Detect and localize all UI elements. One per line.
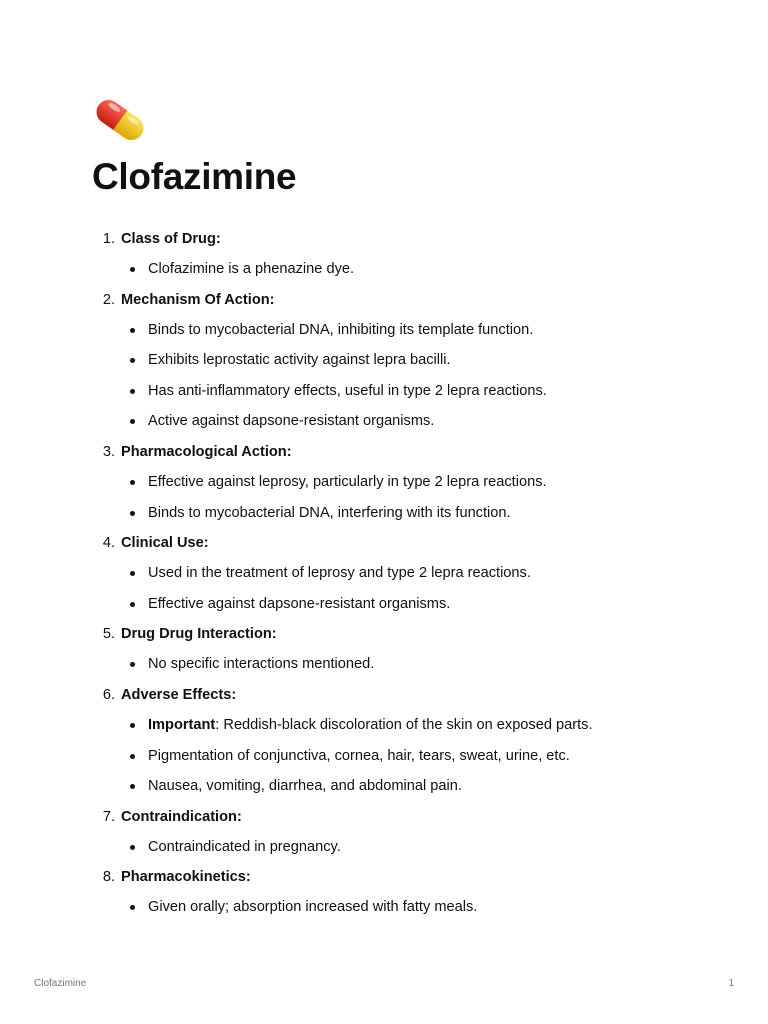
list-item	[92, 710, 712, 741]
list-item	[92, 498, 712, 529]
list-item	[92, 467, 712, 498]
bullet-icon	[130, 480, 135, 485]
section	[92, 802, 712, 863]
list-item	[92, 741, 712, 772]
list-item-body: Contraindicated in pregnancy.	[148, 838, 341, 855]
section	[92, 528, 712, 619]
section	[92, 619, 712, 680]
list-item-text	[148, 771, 462, 802]
list-item-text	[148, 406, 434, 437]
list-item-text	[148, 376, 547, 407]
list-item-text	[148, 254, 354, 285]
section	[92, 437, 712, 528]
section-heading	[92, 224, 712, 254]
list-item-body: : Reddish-black discoloration of the skin on exposed parts.	[215, 716, 593, 733]
section-number: 4.	[102, 535, 115, 552]
section-heading	[92, 528, 712, 558]
bullet-icon	[130, 328, 135, 333]
section-label: Pharmacokinetics:	[121, 869, 251, 886]
bullet-icon	[130, 602, 135, 607]
bullet-icon	[130, 571, 135, 576]
bullet-icon	[130, 662, 135, 667]
list-item	[92, 345, 712, 376]
section-number: 1.	[102, 231, 115, 247]
section	[92, 285, 712, 437]
list-item	[92, 771, 712, 802]
pill-icon	[92, 95, 148, 145]
list-item-text	[148, 892, 477, 923]
list-item-body: Effective against leprosy, particularly in type 2 lepra reactions.	[148, 473, 547, 490]
list-item	[92, 315, 712, 346]
list-item-body: Given orally; absorption increased with fatty meals.	[148, 899, 478, 916]
list-item-text	[148, 741, 570, 772]
section-label: Contraindication:	[121, 808, 242, 825]
list-item	[92, 558, 712, 589]
list-item-body: No specific interactions mentioned.	[148, 656, 375, 673]
section	[92, 680, 712, 802]
section-heading	[92, 862, 712, 892]
list-item-text	[148, 345, 451, 376]
list-item-text	[148, 558, 531, 589]
section-number: 8.	[102, 869, 115, 886]
section-heading	[92, 619, 712, 649]
section-label: Adverse Effects:	[121, 686, 237, 703]
list-item-text	[148, 315, 533, 346]
list-item-body: Has anti-inflammatory effects, useful in type 2 lepra reactions.	[148, 382, 547, 399]
section	[92, 224, 712, 285]
bullet-icon	[130, 419, 135, 424]
section-label: Drug Drug Interaction:	[121, 626, 277, 643]
list-item-body: Effective against dapsone-resistant organisms.	[148, 595, 451, 612]
list-item	[92, 832, 712, 863]
bullet-icon	[130, 784, 135, 789]
list-item-body: Pigmentation of conjunctiva, cornea, hair, tears, sweat, urine, etc.	[148, 747, 570, 764]
list-item	[92, 649, 712, 680]
section-heading	[92, 437, 712, 467]
bullet-icon	[130, 723, 135, 728]
section-number: 2.	[102, 291, 115, 308]
list-item	[92, 589, 712, 620]
bullet-icon	[130, 511, 135, 516]
list-item-text	[148, 649, 374, 680]
footer-page-number: 1	[728, 978, 734, 989]
list-item-text	[148, 498, 511, 529]
list-item	[92, 254, 712, 285]
list-item-body: Active against dapsone-resistant organisms.	[148, 413, 435, 430]
list-item-body: Binds to mycobacterial DNA, interfering with its function.	[148, 504, 511, 521]
section-heading	[92, 680, 712, 710]
section-number: 5.	[102, 626, 115, 643]
list-item-body: Exhibits leprostatic activity against lepra bacilli.	[148, 352, 451, 369]
list-item-text	[148, 467, 547, 498]
list-item	[92, 892, 712, 923]
section-number: 7.	[102, 808, 115, 825]
list-item	[92, 406, 712, 437]
section-number: 3.	[102, 443, 115, 460]
section-label: Mechanism Of Action:	[121, 291, 275, 308]
section-heading	[92, 285, 712, 315]
list-item-body: Used in the treatment of leprosy and type 2 lepra reactions.	[148, 565, 531, 582]
section	[92, 862, 712, 923]
footer-title: Clofazimine	[34, 978, 87, 989]
section-heading	[92, 802, 712, 832]
section-label: Pharmacological Action:	[121, 443, 292, 460]
list-item-text	[148, 710, 593, 741]
list-item	[92, 376, 712, 407]
list-item-emphasis: Important	[148, 716, 216, 733]
bullet-icon	[130, 845, 135, 850]
section-number: 6.	[102, 686, 115, 703]
page-title: Clofazimine	[92, 156, 297, 197]
list-item-body: Nausea, vomiting, diarrhea, and abdominal pain.	[148, 778, 462, 795]
bullet-icon	[130, 754, 135, 759]
list-item-text	[148, 832, 341, 863]
document-body	[92, 224, 712, 923]
list-item-body: Clofazimine is a phenazine dye.	[148, 261, 355, 277]
list-item-body: Binds to mycobacterial DNA, inhibiting its template function.	[148, 321, 534, 338]
list-item-text	[148, 589, 450, 620]
bullet-icon	[130, 267, 135, 272]
section-label: Clinical Use:	[121, 535, 209, 552]
section-label: Class of Drug:	[121, 231, 221, 247]
bullet-icon	[130, 358, 135, 363]
bullet-icon	[130, 389, 135, 394]
bullet-icon	[130, 905, 135, 910]
